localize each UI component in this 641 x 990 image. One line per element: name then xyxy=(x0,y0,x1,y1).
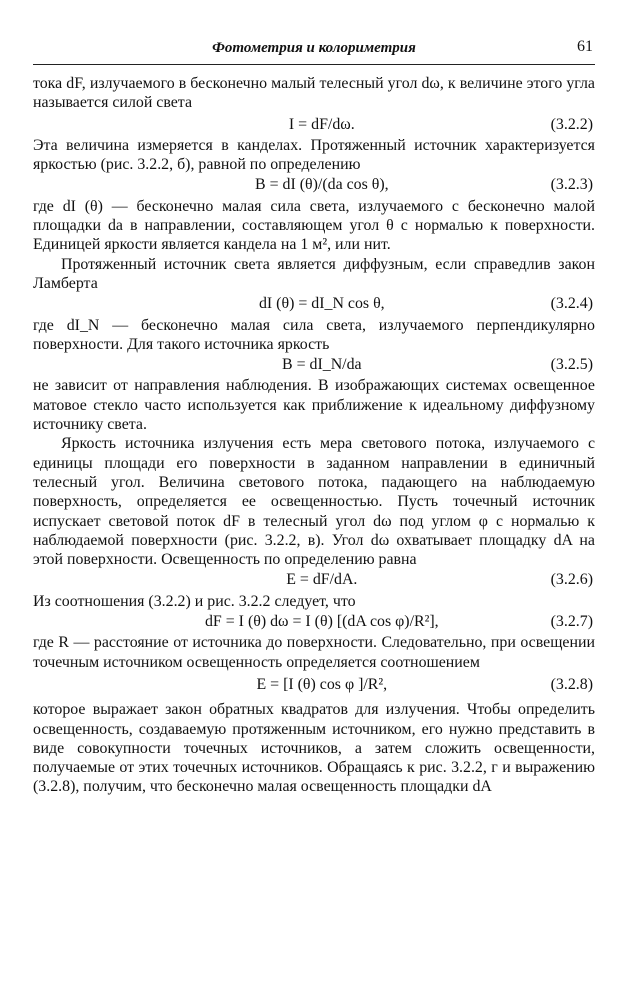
equation xyxy=(33,355,595,374)
paragraph: Протяженный источник света является диффузным, если справедлив закон Ламберта xyxy=(33,255,595,292)
paragraph: где dI_N — бесконечно малая сила света, излучаемого перпендикулярно поверхности. Для такого источника яркость xyxy=(33,316,595,353)
equation-number: (3.2.7) xyxy=(550,613,593,631)
equation-number: (3.2.5) xyxy=(550,356,593,374)
paragraph: тока dF, излучаемого в бесконечно малый телесный угол dω, к величине этого угла называется силой света xyxy=(33,75,595,112)
equation-expression: E = [I (θ) cos φ ]/R², xyxy=(256,675,388,693)
paragraph: не зависит от направления наблюдения. В изображающих системах освещенное матовое стекло часто используется как приближение к идеальному диффузному источнику света. xyxy=(33,377,595,434)
equation xyxy=(33,175,595,194)
page-body xyxy=(33,74,595,797)
equation-expression: dF = I (θ) dω = I (θ) [(dA cos φ)/R²], xyxy=(204,613,439,631)
equation-number: (3.2.4) xyxy=(550,295,593,313)
equation-number: (3.2.8) xyxy=(550,675,593,693)
page-number: 61 xyxy=(577,38,593,55)
running-title: Фотометрия и колориметрия xyxy=(212,40,416,56)
equation xyxy=(33,115,595,134)
equation-expression: dI (θ) = dI_N cos θ, xyxy=(258,295,385,313)
paragraph: Яркость источника излучения есть мера светового потока, излучаемого с единицы площади его поверхности в заданном направлении в единичный телесный угол. Величина светового потока, падающего на наблюдаемую поверхность, определяется ее освещенностью. Пусть точечный источник испускает световой поток dF в телесный угол dω под углом φ с нормалью к наблюдаемой поверхности (рис. 3.2.2, в). Угол dω охватывает площадку dA на этой поверхности. Освещенность по определению равна xyxy=(33,435,595,569)
equation-number: (3.2.6) xyxy=(550,571,593,589)
paragraph: где R — расстояние от источника до поверхности. Следовательно, при освещении точечным источником освещенность определяется соотношением xyxy=(33,634,595,671)
equation-number: (3.2.3) xyxy=(550,176,593,194)
equation xyxy=(33,612,595,631)
running-header xyxy=(33,40,595,65)
equation-expression: E = dF/dA. xyxy=(286,571,358,589)
equation-expression: I = dF/dω. xyxy=(288,115,355,133)
equation xyxy=(33,294,595,313)
equation xyxy=(33,570,595,589)
paragraph: Из соотношения (3.2.2) и рис. 3.2.2 следует, что xyxy=(33,592,356,610)
equation-expression: B = dI (θ)/(da cos θ), xyxy=(255,176,389,194)
equation xyxy=(33,675,595,694)
equation-number: (3.2.2) xyxy=(550,115,593,133)
equation-expression: B = dI_N/da xyxy=(282,356,362,374)
paragraph: которое выражает закон обратных квадратов для излучения. Чтобы определить освещенность, создаваемую протяженным источником, его нужно представить в виде совокупности точечных источников, а затем сложить освещенности, получаемые от этих точечных источников. Обращаясь к рис. 3.2.2, г и выражению (3.2.8), получим, что бесконечно малая освещенность площадки dA xyxy=(33,701,595,796)
paragraph: Эта величина измеряется в канделах. Протяженный источник характеризуется яркостью (рис. 3.2.2, б), равной по определению xyxy=(33,136,595,174)
paragraph: где dI (θ) — бесконечно малая сила света, излучаемого с бесконечно малой площадки da в направлении, составляющем угол θ с нормалью к поверхности. Единицей яркости является кандела на 1 м², или нит. xyxy=(33,197,595,254)
